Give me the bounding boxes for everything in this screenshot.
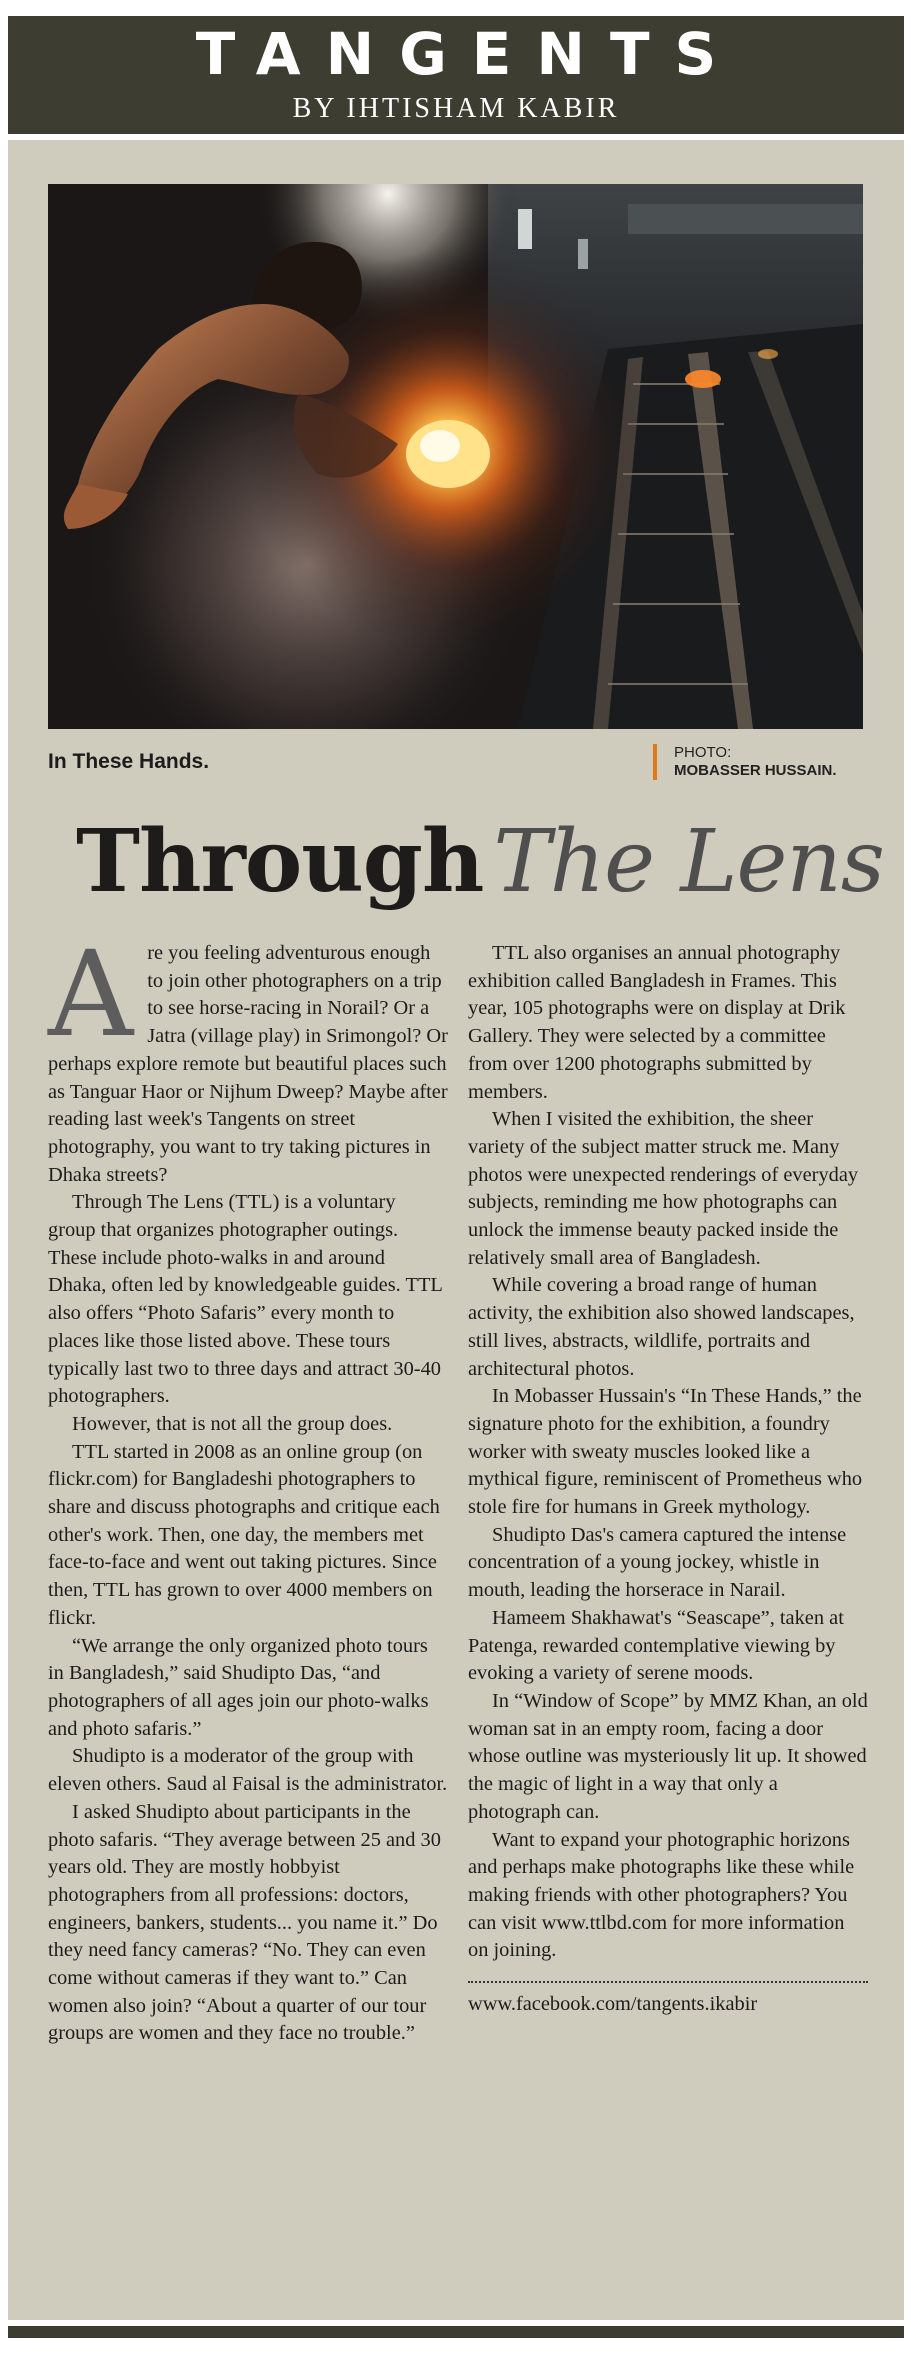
article-paragraph: “We arrange the only organized photo tours in Bangladesh,” said Shudipto Das, “and photographers of all ages join our photo-walks and photo safaris.”: [48, 1634, 429, 1740]
column-byline: BY IHTISHAM KABIR: [292, 93, 620, 124]
article-paragraph: When I visited the exhibition, the sheer variety of the subject matter struck me. Many photos were unexpected renderings of everyday subjects, reminding me how photographs can unlock the immense beauty packed inside the relatively small area of Bangladesh.: [468, 1108, 859, 1269]
article-paragraph: In “Window of Scope” by MMZ Khan, an old woman sat in an empty room, facing a door whose outline was mysteriously lit up. It showed the magic of light in a way that only a photograph can.: [468, 1689, 868, 1823]
article-paragraph: Through The Lens (TTL) is a voluntary group that organizes photographer outings. These include photo-walks in and around Dhaka, often led by knowledgeable guides. TTL also offers “Photo Safaris” every month to places like those listed above. These tours typically last two to three days and attract 30-40 photographers.: [48, 1191, 443, 1408]
article-paragraph: re you feeling adventurous enough to join other photographers on a trip to see horse-racing in Norail? Or a Jatra (village play) in Srimongol? Or perhaps explore remote but beautiful places such as Tanguar Haor or Nijhum Dweep? Maybe after reading last week's Tangents on street photography, you want to try taking pictures in Dhaka streets?: [48, 942, 448, 1186]
column-title: TANGENTS: [195, 20, 742, 88]
headline-part-1: Through: [76, 811, 484, 912]
headline: [76, 812, 884, 912]
photo-credit-label: PHOTO:: [674, 744, 732, 761]
foundry-worker-photo: [48, 184, 863, 729]
photo-credit: [653, 744, 837, 780]
article-paragraph: Hameem Shakhawat's “Seascape”, taken at Patenga, rewarded contemplative viewing by evoking a variety of serene moods.: [468, 1606, 844, 1685]
photo-caption: In These Hands.: [48, 750, 210, 773]
article-paragraph: While covering a broad range of human activity, the exhibition also showed landscapes, still lives, abstracts, wildlife, portraits and architectural photos.: [468, 1274, 855, 1380]
article-photo: [48, 184, 863, 729]
drop-cap: A: [48, 925, 134, 1063]
article-paragraph: In Mobasser Hussain's “In These Hands,” the signature photo for the exhibition, a foundry worker with sweaty muscles looked like a mythical figure, reminiscent of Prometheus who stole fire for humans in Greek mythology.: [468, 1385, 863, 1519]
dotted-divider: [468, 1981, 868, 1983]
photo-credit-name: MOBASSER HUSSAIN.: [674, 762, 837, 779]
article-paragraph: Shudipto Das's camera captured the intense concentration of a young jockey, whistle in mouth, leading the horserace in Narail.: [468, 1523, 847, 1602]
article-paragraph: Want to expand your photographic horizons and perhaps make photographs like these while making friends with other photographers? You can visit www.ttlbd.com for more information on joining.: [468, 1828, 855, 1962]
article-paragraph: I asked Shudipto about participants in the photo safaris. “They average between 25 and 30 years old. They are mostly hobbyist photographers from all professions: doctors, engineers, bankers, students... you name it.” Do they need fancy cameras? “No. They can even come without cameras if they want to.” Can women also join? “About a quarter of our tour groups are women and they face no trouble.”: [48, 1800, 441, 2045]
article-paragraph: However, that is not all the group does.: [72, 1412, 393, 1435]
article-page: [8, 140, 904, 2320]
headline-part-2: The Lens: [493, 812, 884, 912]
masthead: [8, 16, 904, 134]
footer-url: www.facebook.com/tangents.ikabir: [468, 1993, 758, 2016]
article-paragraph: TTL also organises an annual photography exhibition called Bangladesh in Frames. This year, 105 photographs were on display at Drik Gallery. They were selected by a committee from over 1200 photographs submitted by members.: [468, 942, 846, 1103]
article-paragraph: Shudipto is a moderator of the group with eleven others. Saud al Faisal is the administrator.: [48, 1745, 448, 1796]
article-column-left: [48, 925, 448, 2048]
article-column-right: [468, 940, 868, 2019]
article-paragraph: TTL started in 2008 as an online group (on flickr.com) for Bangladeshi photographers to share and discuss photographs and critique each other's work. Then, one day, the members met face-to-face and went out taking pictures. Since then, TTL has grown to over 4000 members on flickr.: [48, 1440, 440, 1629]
bottom-rule: [8, 2326, 904, 2338]
